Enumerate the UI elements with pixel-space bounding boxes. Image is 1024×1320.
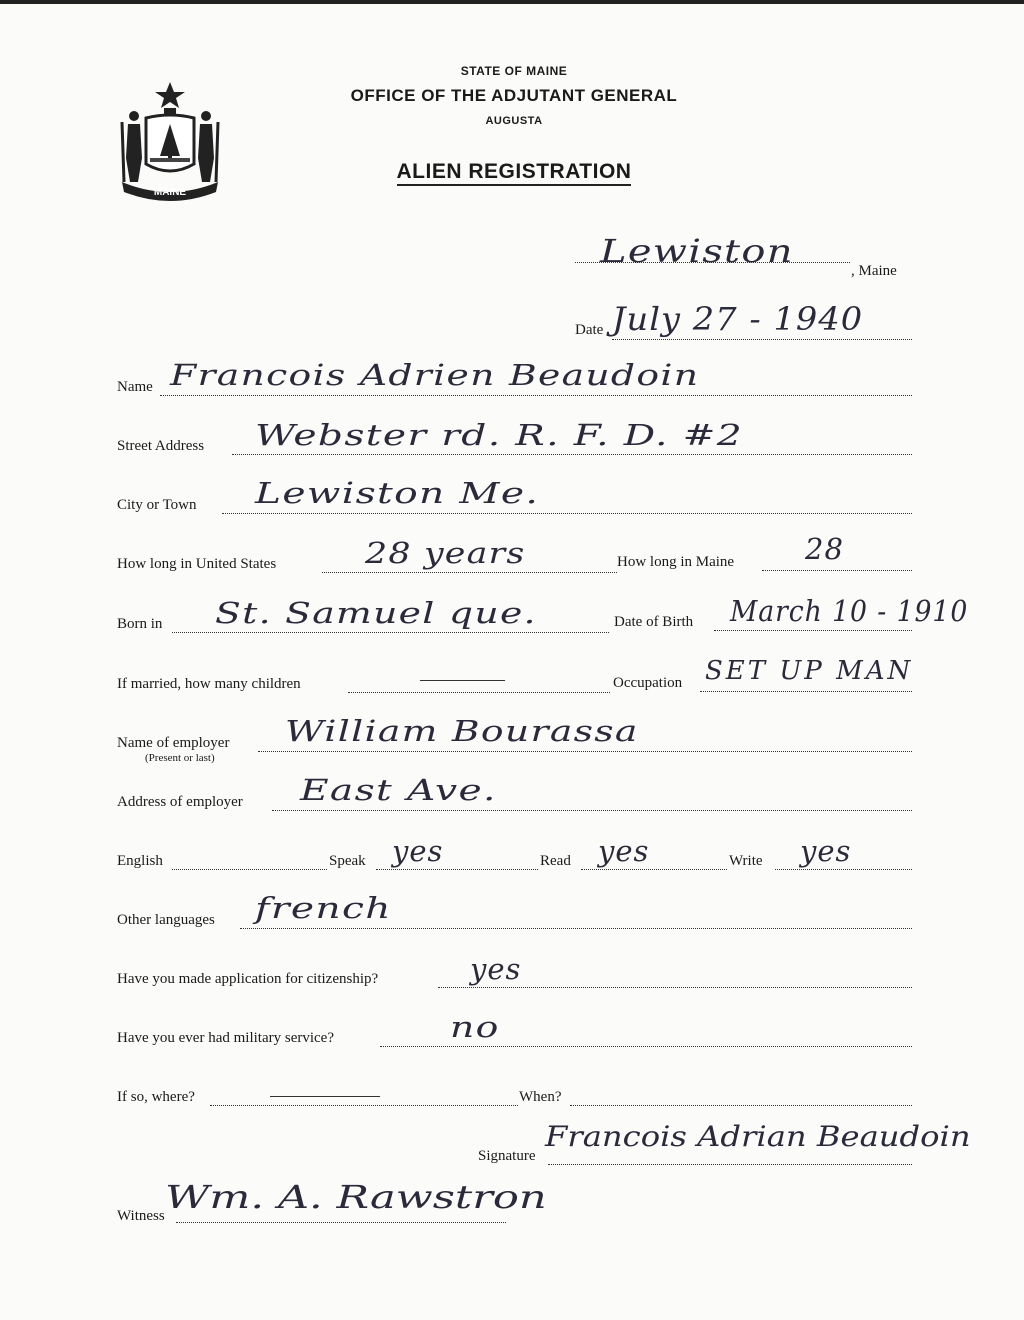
- speak-value: yes: [392, 834, 444, 868]
- city-value: Lewiston Me.: [255, 476, 540, 510]
- occupation-line: [700, 691, 912, 692]
- date-value: July 27 - 1940: [612, 300, 864, 338]
- where-label: If so, where?: [117, 1089, 195, 1105]
- military-line: [380, 1046, 912, 1047]
- children-line: [348, 692, 610, 693]
- other-languages-line: [240, 928, 912, 929]
- born-in-line: [172, 632, 609, 633]
- read-value: yes: [598, 834, 650, 868]
- write-label: Write: [729, 853, 763, 869]
- read-label: Read: [540, 853, 571, 869]
- other-languages-value: french: [255, 891, 392, 925]
- how-long-us-label: How long in United States: [117, 556, 277, 572]
- name-label: Name: [117, 379, 153, 395]
- how-long-us-line: [322, 572, 617, 573]
- when-label: When?: [519, 1089, 562, 1105]
- location-value: Lewiston: [600, 232, 794, 270]
- dob-label: Date of Birth: [614, 614, 694, 630]
- date-label: Date: [575, 322, 604, 338]
- office-heading: OFFICE OF THE ADJUTANT GENERAL: [350, 86, 678, 105]
- witness-value: Wm. A. Rawstron: [165, 1178, 547, 1216]
- street-address-value: Webster rd. R. F. D. #2: [255, 418, 744, 452]
- form-title-text: ALIEN REGISTRATION: [397, 160, 632, 186]
- name-value: Francois Adrien Beaudoin: [170, 358, 700, 392]
- employer-address-label: Address of employer: [117, 794, 243, 810]
- dob-line: [714, 630, 912, 631]
- name-line: [160, 395, 912, 396]
- how-long-us-value: 28 years: [365, 536, 526, 570]
- where-line: [210, 1105, 518, 1106]
- how-long-maine-value: 28: [805, 532, 844, 566]
- signature-line: [548, 1164, 912, 1165]
- other-languages-label: Other languages: [117, 912, 215, 928]
- street-address-line: [232, 454, 912, 455]
- page-top-edge: [0, 0, 1024, 4]
- employer-label: Name of employer: [117, 735, 230, 751]
- write-line: [775, 869, 912, 870]
- how-long-maine-label: How long in Maine: [617, 554, 735, 570]
- city-heading: AUGUSTA: [485, 115, 543, 127]
- signature-label: Signature: [478, 1148, 536, 1164]
- employer-sublabel: (Present or last): [145, 752, 215, 764]
- children-label: If married, how many children: [117, 676, 301, 692]
- employer-address-line: [272, 810, 912, 811]
- dob-value: March 10 - 1910: [730, 594, 969, 628]
- children-dash: [420, 680, 505, 681]
- seal-banner-text: MAINE: [153, 187, 187, 198]
- citizenship-label: Have you made application for citizenship?: [117, 971, 379, 987]
- born-in-value: St. Samuel que.: [215, 596, 537, 630]
- speak-line: [376, 869, 538, 870]
- location-suffix: , Maine: [851, 263, 897, 279]
- occupation-label: Occupation: [613, 675, 683, 691]
- citizenship-value: yes: [470, 952, 522, 986]
- city-label: City or Town: [117, 497, 197, 513]
- where-dash: [270, 1096, 380, 1097]
- speak-label: Speak: [329, 853, 366, 869]
- citizenship-line: [438, 987, 912, 988]
- date-line: [612, 339, 912, 340]
- military-label: Have you ever had military service?: [117, 1030, 334, 1046]
- street-address-label: Street Address: [117, 438, 205, 454]
- born-in-label: Born in: [117, 616, 163, 632]
- state-heading: STATE OF MAINE: [460, 64, 568, 78]
- city-line: [222, 513, 912, 514]
- signature-value: Francois Adrian Beaudoin: [545, 1120, 971, 1153]
- english-line: [172, 869, 327, 870]
- form-title: [2, 160, 1024, 184]
- employer-value: William Bourassa: [285, 714, 639, 748]
- when-line: [570, 1105, 912, 1106]
- employer-address-value: East Ave.: [300, 773, 497, 807]
- witness-line: [176, 1222, 506, 1223]
- witness-label: Witness: [117, 1208, 165, 1224]
- how-long-maine-line: [762, 570, 912, 571]
- occupation-value: SET UP MAN: [705, 656, 914, 686]
- military-value: no: [450, 1010, 500, 1044]
- read-line: [581, 869, 727, 870]
- employer-line: [258, 751, 912, 752]
- write-value: yes: [800, 834, 852, 868]
- english-label: English: [117, 853, 163, 869]
